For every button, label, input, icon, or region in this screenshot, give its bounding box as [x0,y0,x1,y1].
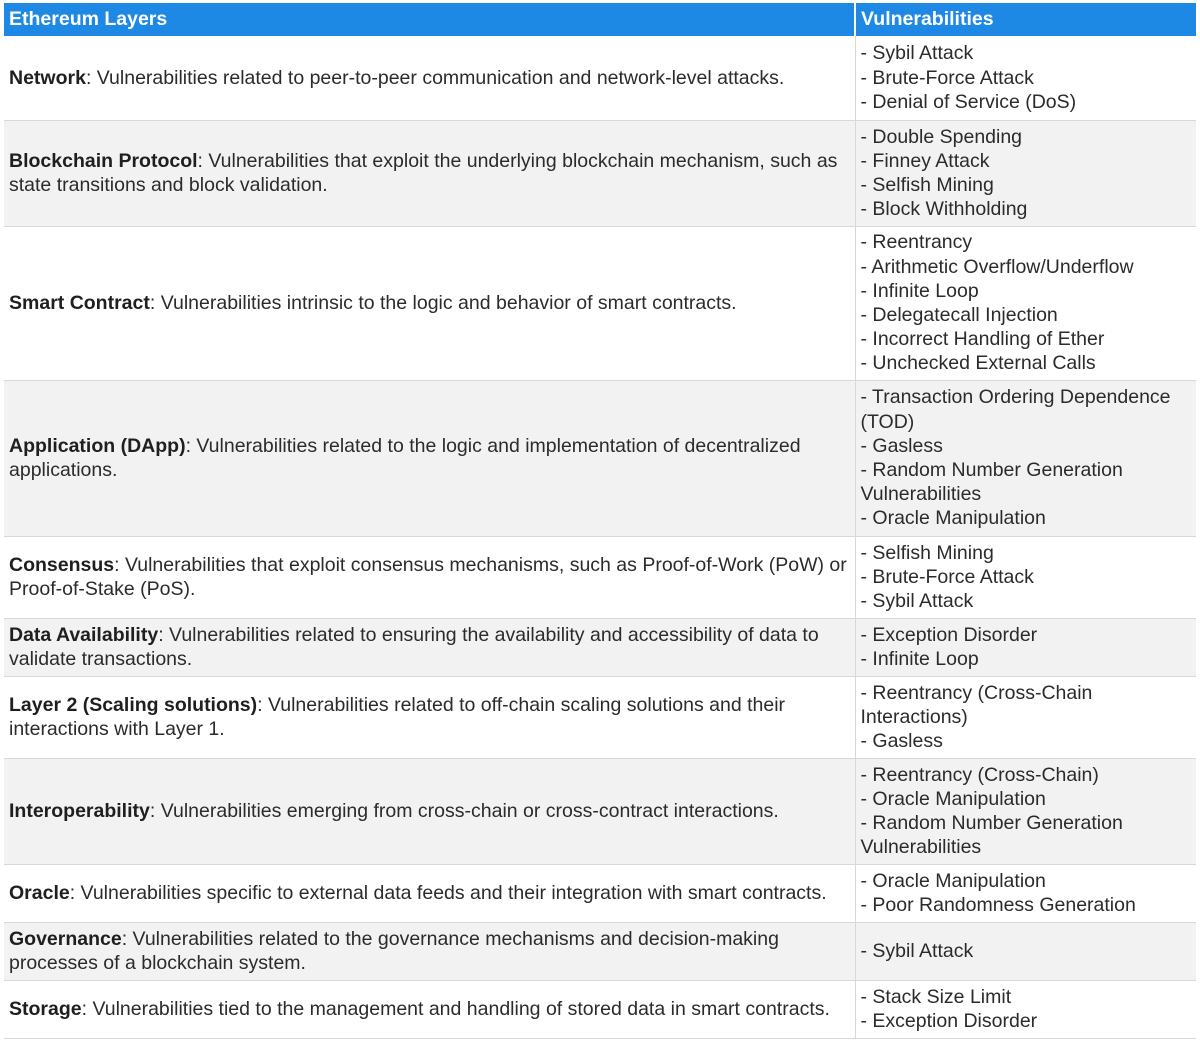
layer-cell [4,980,855,1038]
vulnerability-item: - Incorrect Handling of Ether [860,328,1105,351]
table-row [4,980,1196,1038]
layer-name: Data Availability [9,623,159,646]
vulnerability-item: - Exception Disorder [860,623,1038,646]
layer-name: Network [9,66,86,89]
vulnerabilities-cell [855,864,1196,922]
header-vulnerabilities: Vulnerabilities [855,3,1196,36]
vulnerability-item: - Delegatecall Injection [860,304,1058,326]
table-row [4,758,1196,864]
layer-cell [4,922,855,980]
table-row [4,676,1196,758]
table-header-row [4,3,1196,36]
vulnerabilities-cell [855,36,1196,120]
vulnerability-item: - Arithmetic Overflow/Underflow [860,255,1134,278]
table-row [4,618,1196,676]
layer-description: : Vulnerabilities related to peer-to-peer communication and network-level attacks. [85,66,785,89]
vulnerabilities-cell [855,226,1196,380]
vulnerabilities-cell [855,120,1196,226]
vulnerability-item: - Brute-Force Attack [860,565,1034,588]
vulnerability-item: - Oracle Manipulation [860,869,1046,892]
layer-cell [4,864,855,922]
layers-table-wrapper [4,3,1196,1039]
vulnerabilities-cell [855,676,1196,758]
vulnerability-item: - Selfish Mining [860,541,994,564]
vulnerability-item: - Infinite Loop [860,279,979,302]
table-row [4,536,1196,618]
vulnerability-item: - Poor Randomness Generation [860,894,1136,916]
vulnerability-item: - Reentrancy (Cross-Chain Interactions) [860,681,1093,728]
layer-cell [4,758,855,864]
vulnerability-item: - Finney Attack [860,149,990,172]
layer-description: : Vulnerabilities emerging from cross-chain or cross-contract interactions. [149,799,779,822]
ethereum-layers-table [4,3,1196,1039]
table-body [4,36,1196,1038]
vulnerability-item: - Gasless [860,434,943,457]
layer-cell [4,226,855,380]
layer-cell [4,536,855,618]
layer-cell [4,36,855,120]
layer-description: : Vulnerabilities specific to external data feeds and their integration with smart contracts. [69,881,827,904]
layer-name: Application (DApp) [9,434,186,457]
vulnerability-item: - Double Spending [860,125,1023,148]
vulnerability-item: - Infinite Loop [860,648,979,670]
vulnerability-item: - Block Withholding [860,198,1028,221]
vulnerability-item: - Selfish Mining [860,174,994,196]
table-row [4,226,1196,380]
vulnerability-item: - Transaction Ordering Dependence (TOD) [860,386,1171,433]
vulnerabilities-cell [855,536,1196,618]
layer-name: Consensus [9,553,115,576]
vulnerability-item: - Brute-Force Attack [860,66,1034,89]
vulnerabilities-cell [855,980,1196,1038]
vulnerability-item: - Random Number Generation Vulnerabilities [860,459,1123,506]
vulnerability-item: - Reentrancy [860,231,973,254]
layer-description: : Vulnerabilities related to ensuring the availability and accessibility of data to validate transactions. [9,623,819,670]
vulnerability-item: - Stack Size Limit [860,985,1012,1008]
vulnerabilities-cell [855,758,1196,864]
layer-description: : Vulnerabilities intrinsic to the logic and behavior of smart contracts. [149,291,737,314]
layer-description: : Vulnerabilities related to the logic and implementation of decentralized applications. [9,434,801,481]
layer-name: Blockchain Protocol [9,149,198,172]
table-row [4,922,1196,980]
vulnerability-item: - Sybil Attack [860,590,974,613]
layer-name: Interoperability [9,799,150,822]
table-row [4,36,1196,120]
layer-description: : Vulnerabilities tied to the management and handling of stored data in smart contracts. [81,997,830,1020]
vulnerabilities-cell [855,922,1196,980]
layer-cell [4,676,855,758]
vulnerability-item: - Exception Disorder [860,1010,1038,1032]
vulnerabilities-cell [855,618,1196,676]
layer-name: Storage [9,997,82,1020]
vulnerability-item: - Oracle Manipulation [860,507,1046,530]
vulnerability-item: - Gasless [860,730,943,753]
layer-description: : Vulnerabilities related to the governance mechanisms and decision-making processes of a blockchain system. [9,927,779,974]
layer-name: Governance [9,927,122,950]
vulnerabilities-cell [855,380,1196,536]
layer-description: : Vulnerabilities that exploit the underlying blockchain mechanism, such as state transitions and block validation. [9,149,838,196]
table-row [4,380,1196,536]
layer-name: Smart Contract [9,291,150,314]
layer-cell [4,618,855,676]
header-ethereum-layers: Ethereum Layers [4,3,855,36]
table-row [4,120,1196,226]
layer-name: Oracle [9,881,70,904]
layer-name: Layer 2 (Scaling solutions) [9,693,258,716]
layer-description: : Vulnerabilities related to off-chain scaling solutions and their interactions with Layer 1. [9,693,786,740]
layer-cell [4,120,855,226]
vulnerability-item: - Random Number Generation Vulnerabilities [860,812,1123,859]
vulnerability-item: - Unchecked External Calls [860,352,1096,375]
vulnerability-item: - Sybil Attack [860,42,974,65]
vulnerability-item: - Oracle Manipulation [860,787,1046,810]
layer-cell [4,380,855,536]
vulnerability-item: - Denial of Service (DoS) [860,90,1077,113]
layer-description: : Vulnerabilities that exploit consensus mechanisms, such as Proof-of-Work (PoW) or Proof-of-Stake (PoS). [9,553,847,600]
vulnerability-item: - Sybil Attack [860,939,974,962]
table-row [4,864,1196,922]
vulnerability-item: - Reentrancy (Cross-Chain) [860,763,1099,786]
